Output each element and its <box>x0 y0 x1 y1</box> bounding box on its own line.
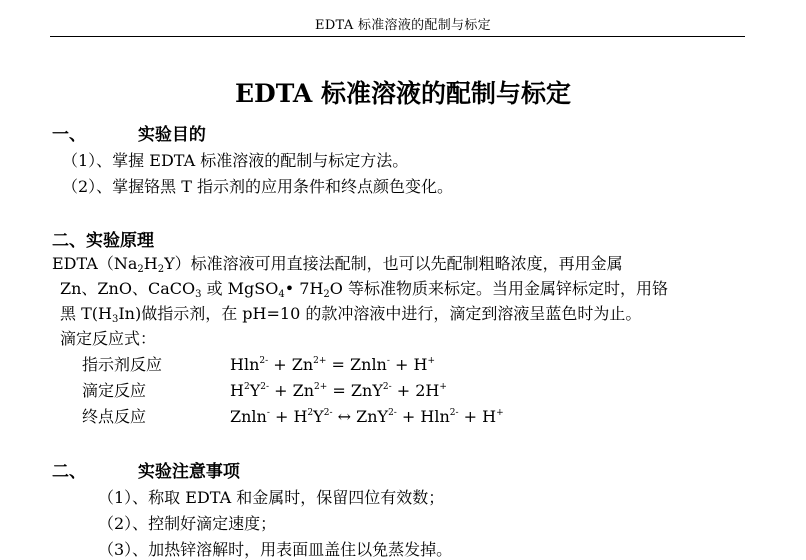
running-header: EDTA 标准溶液的配制与标定 <box>315 18 491 33</box>
reaction-row-endpoint: 终点反应 $Znln^- + H^2Y^{2-}$ ↔ ZnY$^{2-}$ + Hln$^{2-}$ + H+ <box>82 407 504 426</box>
section-2-heading: 二、实验原理 <box>52 231 154 251</box>
section-1-number: 一、 <box>52 125 86 145</box>
section-1-item-2: （2）、掌握铬黑 T 指示剂的应用条件和终点颜色变化。 <box>62 177 454 196</box>
reaction-row-titration: 滴定反应 $H^2Y^{2-} + Zn^{2+} = ZnY^{2-} + 2H^+$ <box>82 381 447 400</box>
section-3-number: 二、 <box>52 462 86 482</box>
document-title: EDTA 标准溶液的配制与标定 <box>234 79 572 108</box>
section-3-title: 实验注意事项 <box>137 462 240 482</box>
section-3-heading <box>52 457 240 482</box>
section-1-item-1: （1）、掌握 EDTA 标准溶液的配制与标定方法。 <box>62 151 409 170</box>
section-1-title: 实验目的 <box>137 125 206 145</box>
header-rule <box>50 36 745 37</box>
section-3-item-2: （2）、控制好滴定速度； <box>98 514 277 533</box>
section-1-heading <box>52 120 206 145</box>
principle-line-2: Zn、ZnO、CaCO$_3$ 或 MgSO$_4$• $7H_2O$ 等标准物质来标定。当用金属锌标定时，用铬 <box>60 279 668 300</box>
section-3-item-3: （3）、加热锌溶解时，用表面皿盖住以免蒸发掉。 <box>98 540 453 559</box>
principle-line-1: $EDTA(Na_2H_2Y)$标准溶液可用直接法配制，也可以先配制粗略浓度，再用金属 <box>52 254 623 275</box>
reaction-label: 滴定反应式： <box>60 329 157 348</box>
principle-line-3: 黑 $T(H_3In)$做指示剂，在 pH=10 的款冲溶液中进行，滴定到溶液呈蓝色时为止。 <box>60 304 642 325</box>
section-3-item-1: （1）、称取 EDTA 和金属时，保留四位有效数； <box>98 488 445 507</box>
reaction-row-indicator: 指示剂反应 $Hln^{2-} + Zn^{2+} = Znln^- + H^+$ <box>82 355 435 374</box>
